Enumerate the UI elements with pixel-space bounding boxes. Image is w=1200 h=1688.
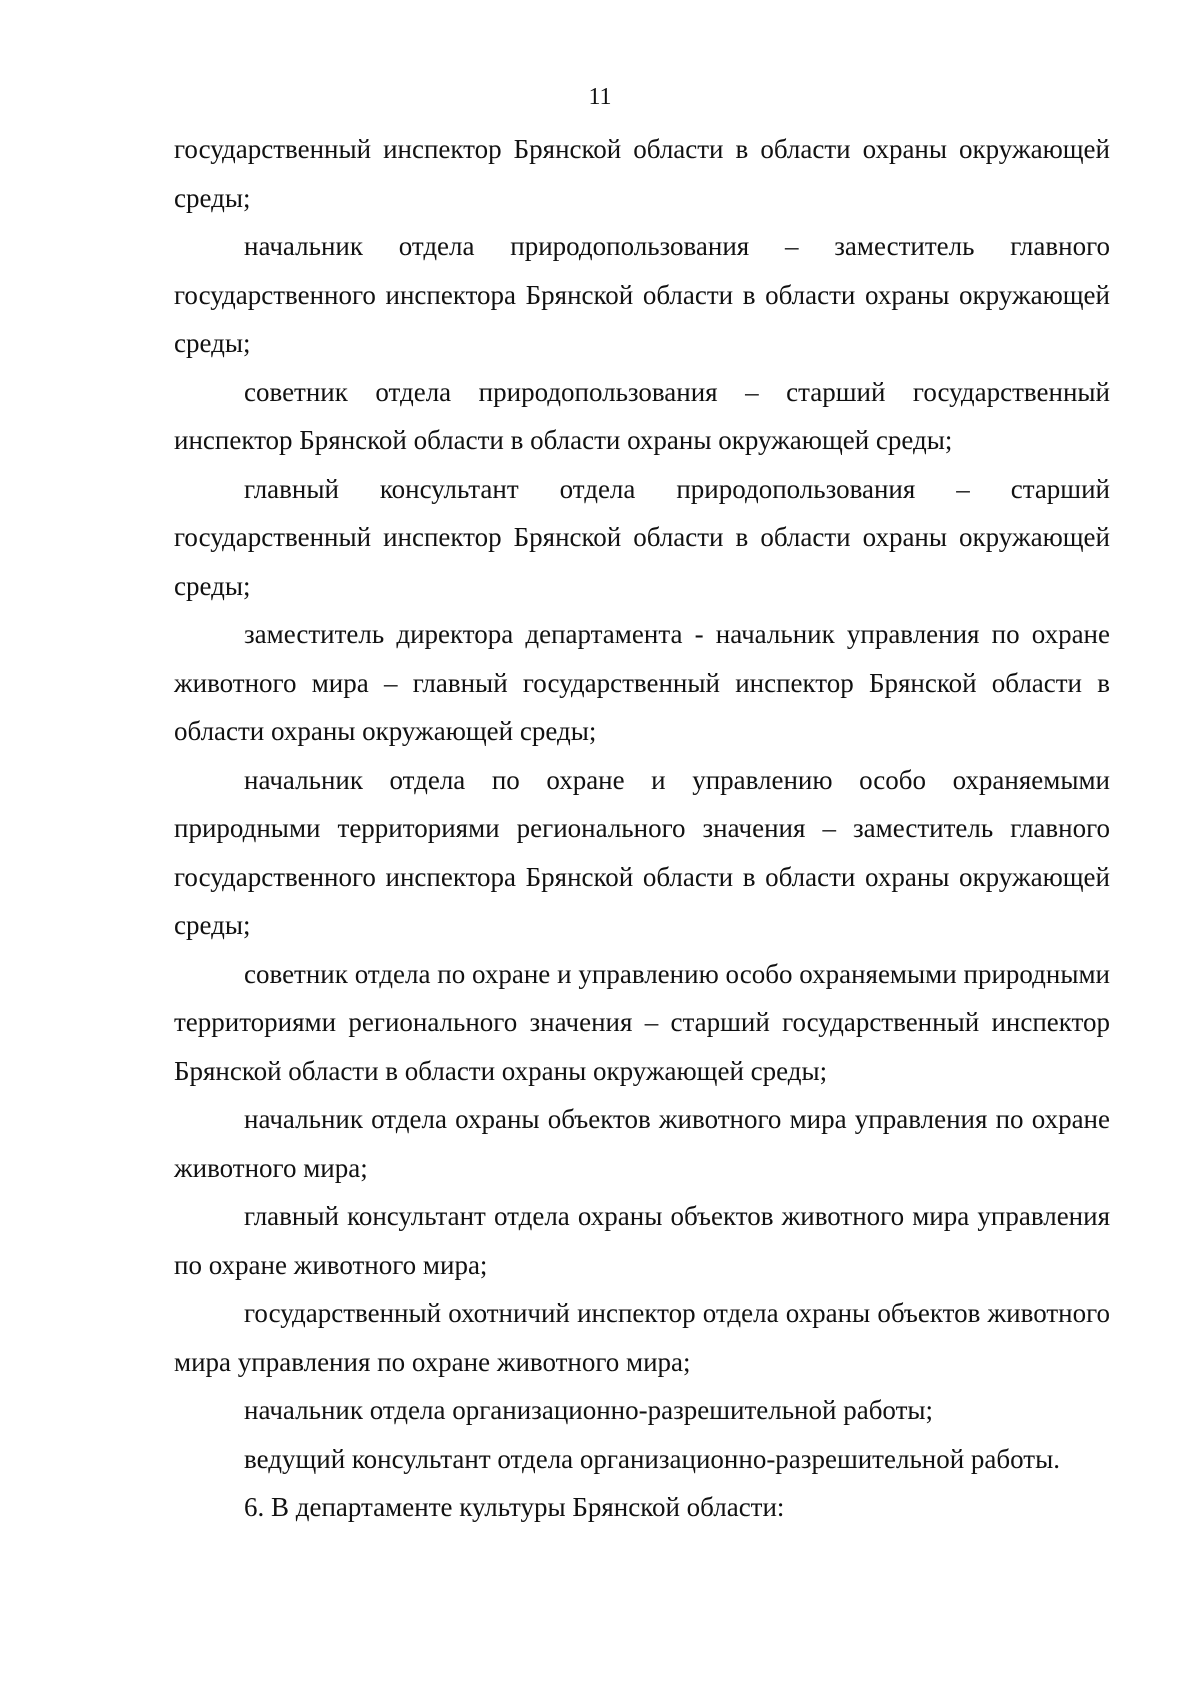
paragraph: начальник отдела организационно-разрешительной работы; — [244, 1395, 934, 1425]
page-number: 11 — [588, 84, 612, 110]
section-heading: 6. В департаменте культуры Брянской области: — [244, 1492, 785, 1522]
paragraph: советник отдела природопользования – старший государственный инспектор Брянской области в области охраны окружающей среды; — [174, 376, 1110, 455]
paragraph: главный консультант отдела охраны объектов животного мира управления по охране животного мира; — [174, 1201, 1110, 1280]
paragraph: главный консультант отдела природопользования – старший государственный инспектор Брянской области в области охраны окружающей среды; — [174, 473, 1110, 601]
paragraph-continuation: государственный инспектор Брянской области в области охраны окружающей среды; — [174, 134, 1110, 213]
paragraph: начальник отдела природопользования – заместитель главного государственного инспектора Брянской области в области охраны окружающей среды; — [174, 231, 1110, 358]
paragraph: начальник отдела по охране и управлению особо охраняемыми природными территориями регионального значения – заместитель главного государственного инспектора Брянской области в области охраны окружающей среды; — [174, 764, 1110, 940]
document-body — [174, 125, 1110, 1532]
paragraph: советник отдела по охране и управлению особо охраняемыми природными территориями регионального значения – старший государственный инспектор Брянской области в области охраны окружающей среды; — [174, 958, 1110, 1086]
paragraph: заместитель директора департамента - начальник управления по охране животного мира – главный государственный инспектор Брянской области в области охраны окружающей среды; — [174, 619, 1110, 746]
paragraph: ведущий консультант отдела организационно-разрешительной работы. — [244, 1443, 1060, 1474]
paragraph: государственный охотничий инспектор отдела охраны объектов животного мира управления по охране животного мира; — [174, 1298, 1110, 1377]
paragraph: начальник отдела охраны объектов животного мира управления по охране животного мира; — [174, 1104, 1110, 1183]
